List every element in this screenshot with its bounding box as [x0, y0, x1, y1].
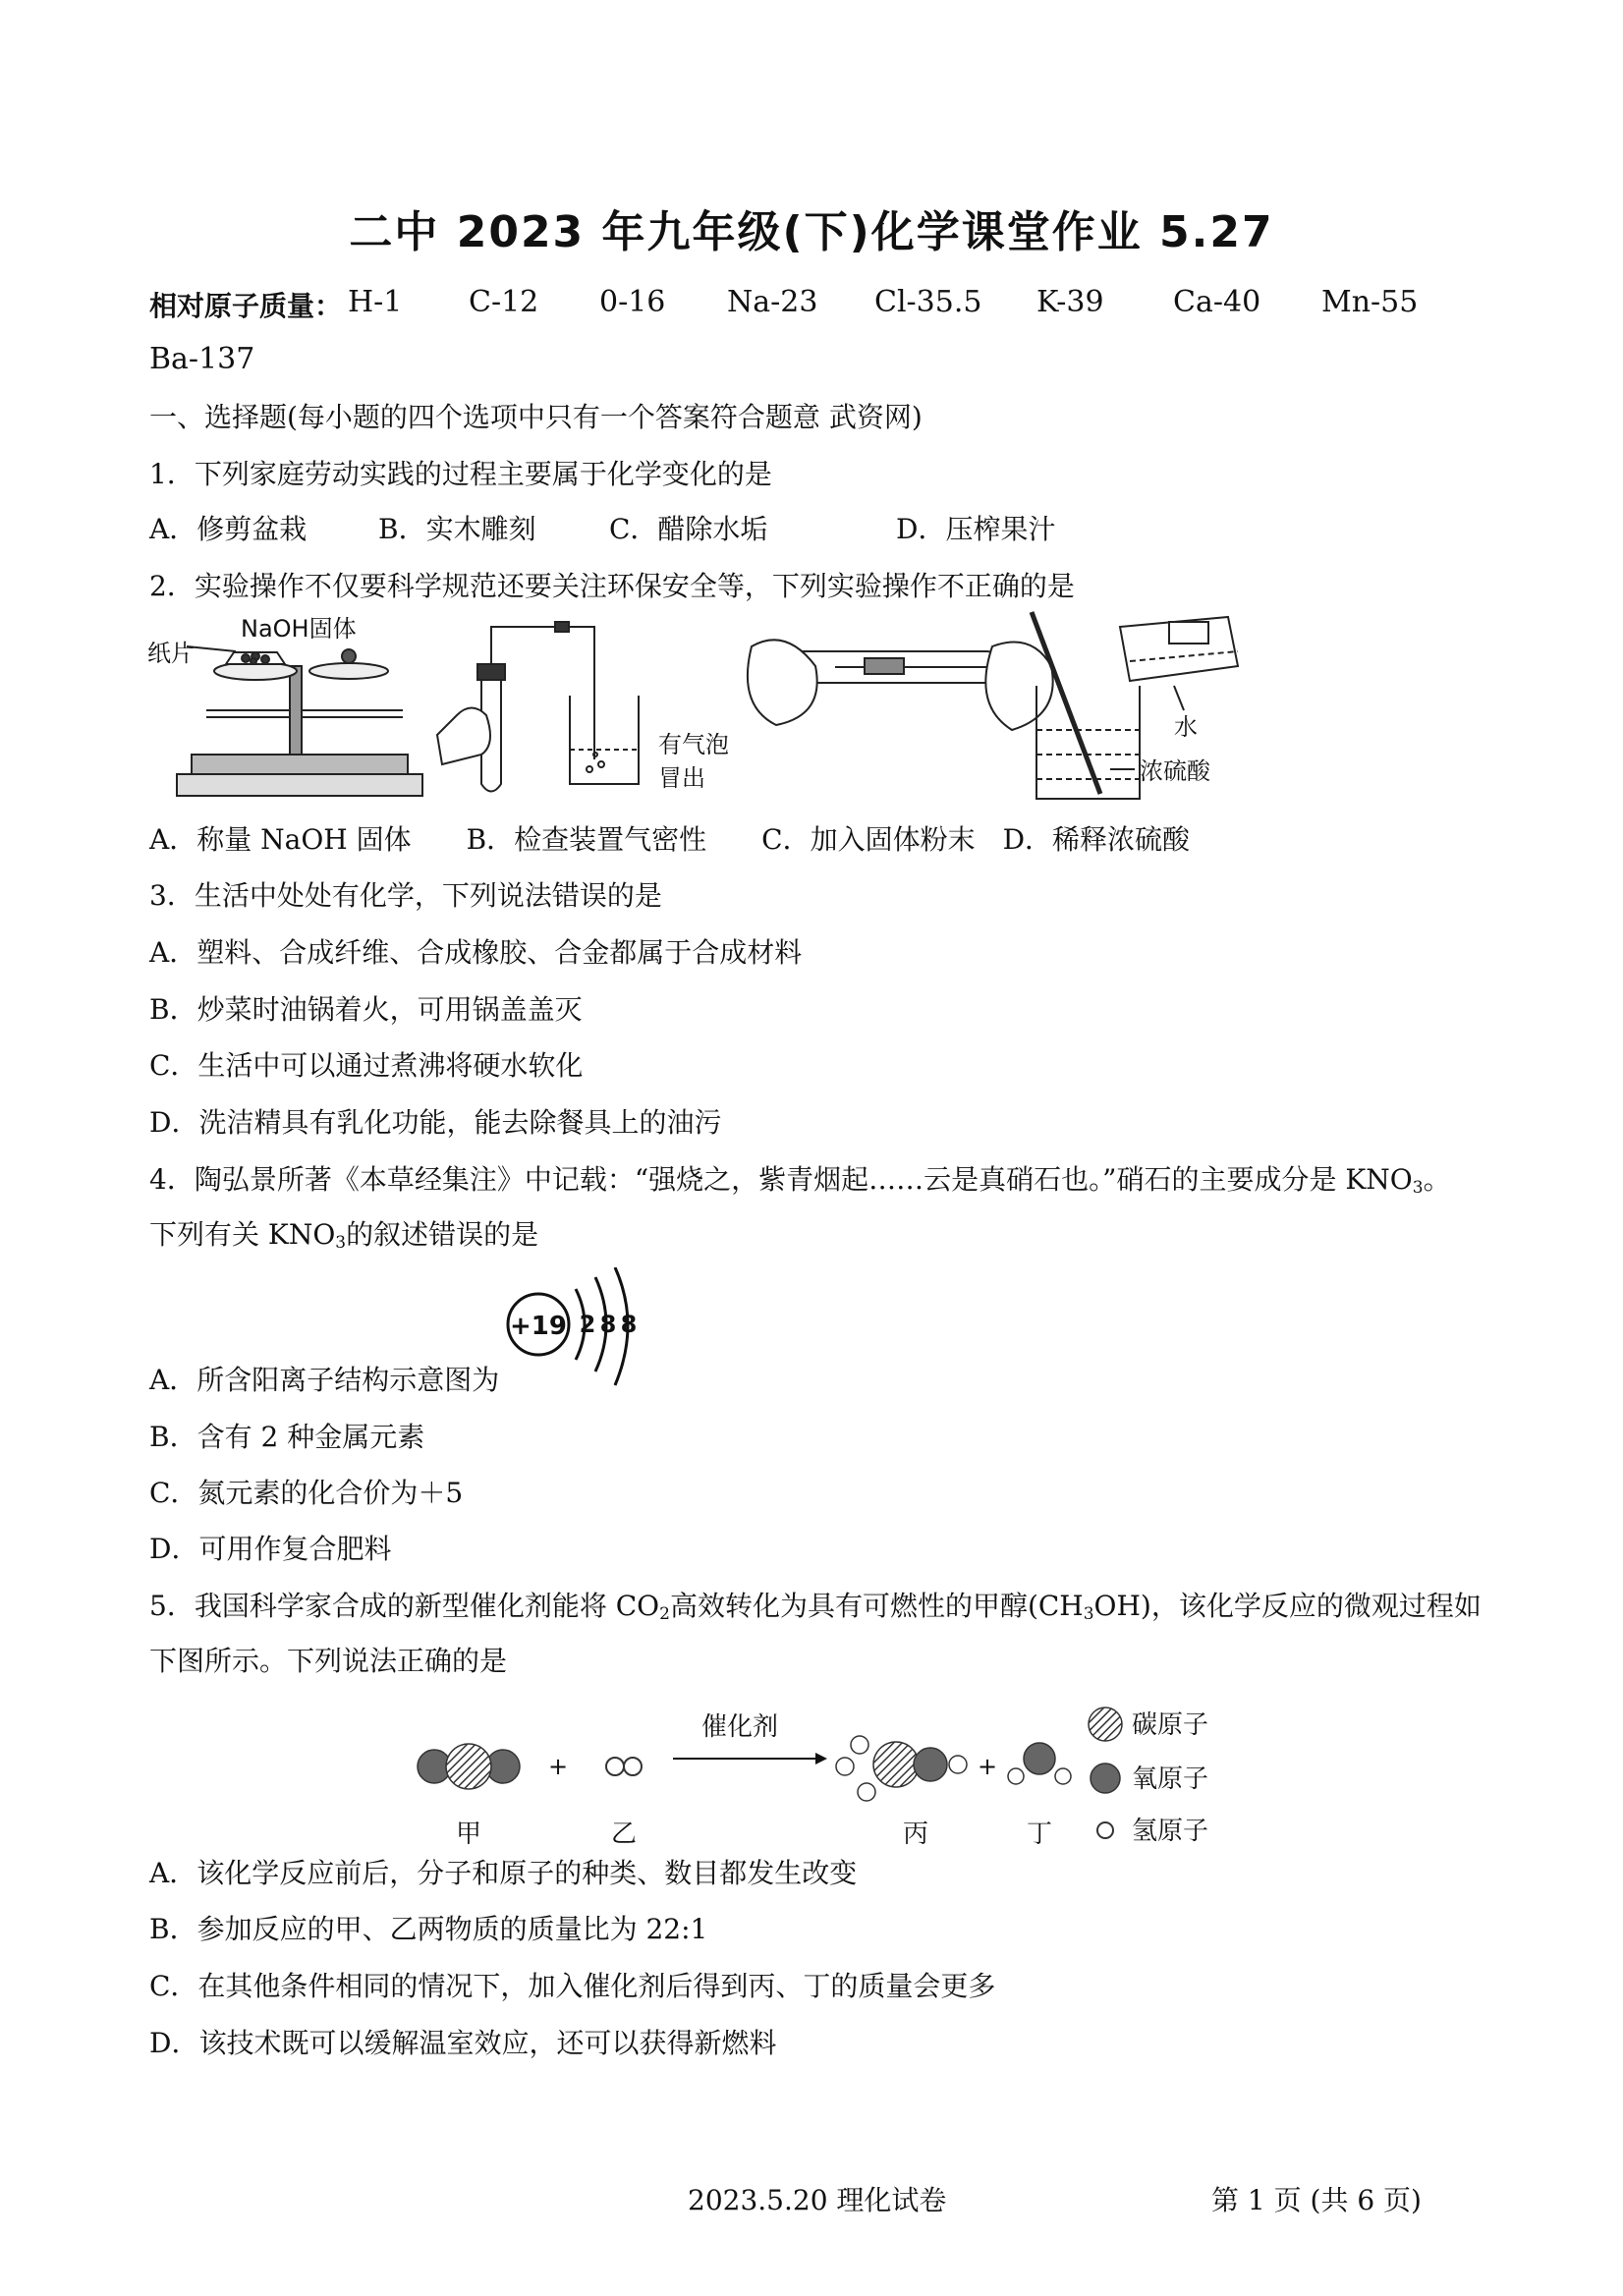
q4-stem-end: 。: [1423, 1163, 1451, 1196]
atomic-mass-item: Na-23: [727, 285, 818, 319]
legend-hydrogen: 氢原子: [1132, 1817, 1209, 1846]
catalyst-label: 催化剂: [700, 1712, 779, 1742]
shell-electrons: 8: [599, 1311, 617, 1338]
q4-option-d: D．可用作复合肥料: [149, 1533, 392, 1565]
q4-subscript: 3: [335, 1233, 347, 1253]
label-yi: 乙: [610, 1820, 638, 1849]
atomic-mass-item: Mn-55: [1321, 285, 1419, 319]
label-naoh: NaOH固体: [241, 615, 357, 643]
q5-stem-part: 5．我国科学家合成的新型催化剂能将 CO: [149, 1590, 660, 1622]
question-4-stem-cont: [149, 1218, 538, 1260]
airtight-check-figure: [437, 622, 639, 792]
atomic-mass-item: Cl-35.5: [874, 285, 982, 319]
balance-figure: [177, 646, 422, 796]
k-ion-structure-diagram: [503, 1267, 650, 1395]
plus-sign: +: [547, 1753, 569, 1780]
atomic-mass-label: 相对原子质量：: [149, 290, 343, 322]
q2-options: A．称量 NaOH 固体 B．检查装置气密性 C．加入固体粉末 D．稀释浓硫酸: [149, 823, 1191, 856]
q1-option-d: D．压榨果汁: [896, 513, 1056, 545]
legend-carbon: 碳原子: [1132, 1710, 1209, 1740]
atomic-mass-item: H-1: [348, 285, 403, 319]
question-3-stem: 3．生活中处处有化学，下列说法错误的是: [149, 879, 662, 912]
molecule-bing: [836, 1736, 967, 1801]
q3-option-b: B．炒菜时油锅着火，可用锅盖盖灭: [149, 993, 583, 1026]
molecule-yi: [606, 1758, 642, 1775]
label-paper: 纸片: [147, 640, 195, 667]
atomic-mass-item: Ba-137: [149, 342, 255, 376]
q3-option-d: D．洗洁精具有乳化功能，能去除餐具上的油污: [149, 1106, 722, 1139]
atomic-mass-item: 0-16: [599, 285, 666, 319]
q5-option-d: D．该技术既可以缓解温室效应，还可以获得新燃料: [149, 2027, 777, 2059]
question-5-stem: [149, 1590, 1482, 1631]
q2-lab-figure: [147, 607, 1258, 804]
question-2-stem: 2．实验操作不仅要科学规范还要关注环保安全等，下列实验操作不正确的是: [149, 570, 1075, 602]
atomic-mass-item: Ca-40: [1173, 285, 1261, 319]
atomic-mass-item: K-39: [1036, 285, 1104, 319]
q4-stem-part: 4．陶弘景所著《本草经集注》中记载：“强烧之，紫青烟起……云是真硝石也。”硝石的主要成分是 KNO: [149, 1163, 1413, 1196]
q5-subscript: 2: [659, 1604, 670, 1624]
q5-option-a: A．该化学反应前后，分子和原子的种类、数目都发生改变: [149, 1857, 858, 1889]
q4-option-a: A．所含阳离子结构示意图为: [149, 1364, 500, 1396]
q3-option-c: C．生活中可以通过煮沸将硬水软化: [149, 1049, 584, 1082]
plus-sign: +: [977, 1753, 998, 1780]
molecule-jia: [418, 1744, 520, 1789]
q1-option-a: A．修剪盆栽: [149, 513, 308, 545]
label-jia: 甲: [455, 1820, 482, 1849]
section-heading: 一、选择题(每小题的四个选项中只有一个答案符合题意 武资网): [149, 401, 923, 433]
label-bubbles-out: 冒出: [658, 764, 705, 792]
q4-option-c: C．氮元素的化合价为＋5: [149, 1477, 464, 1509]
q1-option-c: C．醋除水垢: [609, 513, 768, 545]
shell-electrons: 8: [620, 1311, 638, 1338]
nucleus-charge: +19: [510, 1312, 567, 1341]
q5-stem-part: OH)，该化学反应的微观过程如: [1093, 1590, 1482, 1622]
q5-stem-part: 高效转化为具有可燃性的甲醇(CH: [669, 1590, 1084, 1622]
q3-option-a: A．塑料、合成纤维、合成橡胶、合金都属于合成材料: [149, 936, 803, 969]
label-water: 水: [1174, 713, 1198, 741]
label-acid: 浓硫酸: [1140, 757, 1210, 785]
q4-option-b: B．含有 2 种金属元素: [149, 1421, 425, 1453]
q5-subscript: 3: [1083, 1604, 1094, 1624]
footer-exam-name: 2023.5.20 理化试卷: [688, 2184, 947, 2216]
q4-stem-part: 下列有关 KNO: [149, 1218, 336, 1251]
question-1-stem: 1．下列家庭劳动实践的过程主要属于化学变化的是: [149, 458, 772, 490]
label-ding: 丁: [1026, 1820, 1053, 1849]
atomic-mass-row: [149, 285, 1419, 376]
label-bing: 丙: [902, 1820, 929, 1849]
q1-option-b: B．实木雕刻: [378, 513, 536, 545]
reaction-micro-diagram: [413, 1698, 1228, 1855]
label-bubbles: 有气泡: [658, 731, 729, 758]
legend-oxygen: 氧原子: [1132, 1764, 1209, 1794]
shell-electrons: 2: [579, 1311, 596, 1338]
footer-page-number: 第 1 页 (共 6 页): [1211, 2184, 1422, 2216]
page-title: 二中 2023 年九年级(下)化学课堂作业 5.27: [349, 207, 1274, 257]
atom-legend: [1089, 1708, 1122, 1838]
q4-stem-end: 的叙述错误的是: [346, 1218, 539, 1251]
question-5-stem-cont: 下图所示。下列说法正确的是: [149, 1645, 508, 1677]
question-4-stem: [149, 1163, 1451, 1204]
q5-option-c: C．在其他条件相同的情况下，加入催化剂后得到丙、丁的质量会更多: [149, 1970, 996, 2002]
atomic-mass-item: C-12: [469, 285, 539, 319]
molecule-ding: [1008, 1743, 1071, 1784]
q4-subscript: 3: [1412, 1178, 1424, 1198]
powder-adding-figure: [748, 640, 1053, 730]
q5-option-b: B．参加反应的甲、乙两物质的质量比为 22:1: [149, 1913, 708, 1945]
